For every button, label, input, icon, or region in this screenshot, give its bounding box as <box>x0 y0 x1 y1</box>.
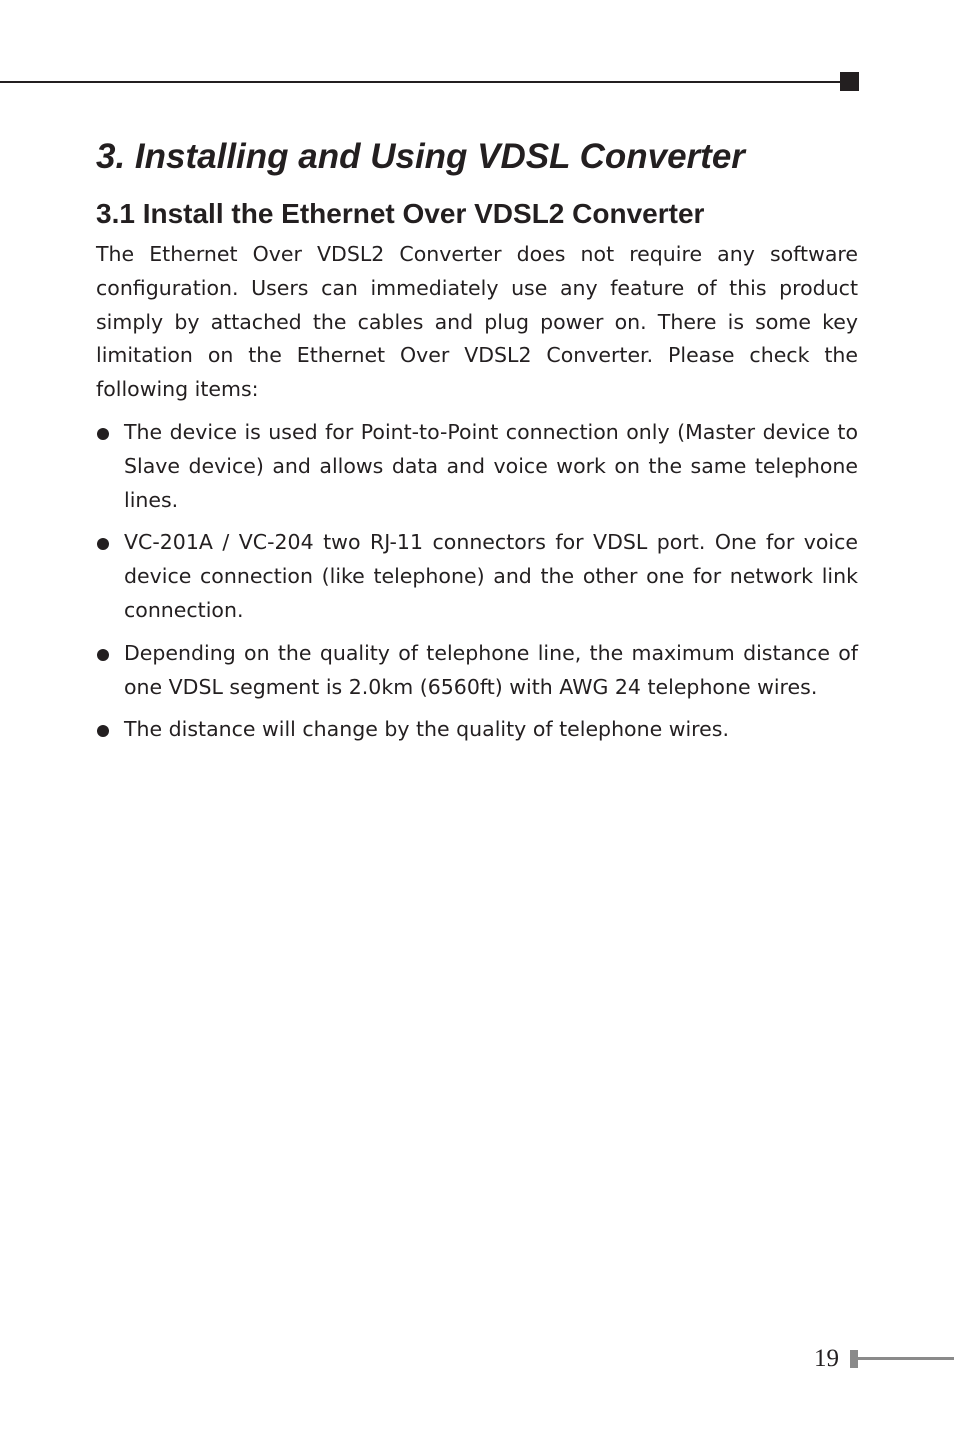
list-item-text: The device is used for Point-to-Point connection only (Master device to Slave device) and allows data and voice work on the same telephone lines. <box>124 419 858 512</box>
list-item <box>96 416 858 517</box>
list-item-text: The distance will change by the quality of telephone wires. <box>124 717 729 742</box>
header-square-marker <box>840 72 859 91</box>
section-title: 3.1 Install the Ethernet Over VDSL2 Converter <box>96 198 705 229</box>
footer-marker <box>850 1350 858 1368</box>
page-number: 19 <box>814 1345 839 1372</box>
header-rule <box>0 81 842 83</box>
bullet-icon <box>97 428 109 440</box>
footer-rule <box>858 1357 954 1360</box>
chapter-title: 3. Installing and Using VDSL Converter <box>96 137 745 176</box>
bullet-icon <box>97 649 109 661</box>
list-item-text: VC-201A / VC-204 two RJ-11 connectors for VDSL port. One for voice device connection (like telephone) and the other one for network link connection. <box>124 530 858 622</box>
page-content <box>96 132 858 756</box>
limitation-list <box>96 416 858 747</box>
list-item <box>96 637 858 705</box>
intro-paragraph: The Ethernet Over VDSL2 Converter does not require any software configuration. Users can immediately use any feature of this product simply by attached the cables and plug power on. There is some key limitation on the Ethernet Over VDSL2 Converter. Please check the following items: <box>96 242 858 402</box>
bullet-icon <box>97 725 109 737</box>
bullet-icon <box>97 538 109 550</box>
list-item-text: Depending on the quality of telephone line, the maximum distance of one VDSL segment is 2.0km (6560ft) with AWG 24 telephone wires. <box>124 640 858 699</box>
list-item <box>96 713 858 747</box>
list-item <box>96 526 858 627</box>
